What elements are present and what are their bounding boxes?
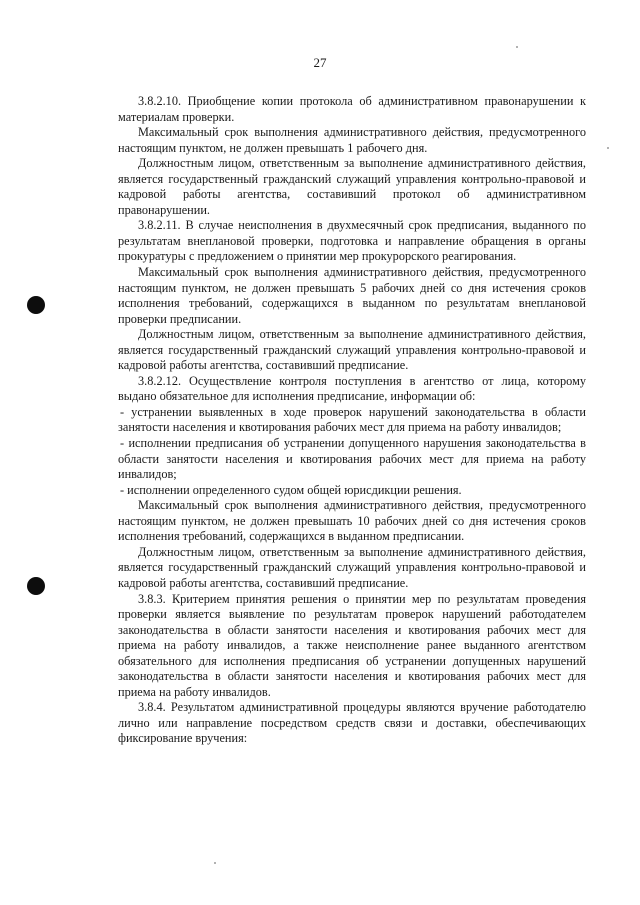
- paragraph-3-8-2-12: 3.8.2.12. Осуществление контроля поступления в агентство от лица, которому выдано обязательное для исполнения предписание, информации об:: [118, 373, 586, 404]
- list-item: - исполнении предписания об устранении допущенного нарушения законодательства в области занятости населения и квотирования рабочих мест для приема на работу инвалидов;: [118, 436, 586, 482]
- scan-speck: [516, 46, 518, 48]
- scan-speck: [214, 862, 216, 864]
- list-item: - исполнении определенного судом общей юрисдикции решения.: [120, 482, 462, 497]
- paragraph-responsible-2: Должностным лицом, ответственным за выполнение административного действия, является государственный гражданский служащий управления контрольно-правовой и кадровой работы агентства, составивший предписание.: [118, 327, 586, 373]
- paragraph-responsible-3: Должностным лицом, ответственным за выполнение административного действия, является государственный гражданский служащий управления контрольно-правовой и кадровой работы агентства, составивший предписание.: [118, 544, 586, 590]
- page-number: 27: [313, 55, 327, 70]
- paragraph-3-8-2-11: 3.8.2.11. В случае неисполнения в двухмесячный срок предписания, выданного по результатам внеплановой проверки, подготовка и направление обращения в органы прокуратуры с предложением о принятии мер прокурорского реагирования.: [118, 218, 586, 264]
- paragraph-deadline-1: Максимальный срок выполнения административного действия, предусмотренного настоящим пунктом, не должен превышать 1 рабочего дня.: [118, 125, 586, 155]
- paragraph-deadline-2: Максимальный срок выполнения административного действия, предусмотренного настоящим пунктом, не должен превышать 5 рабочих дней со дня истечения сроков исполнения требований, содержащихся в выданном по результатам внеплановой проверки предписании.: [118, 265, 586, 326]
- document-body: [118, 94, 586, 747]
- paragraph-3-8-3: 3.8.3. Критерием принятия решения о принятии мер по результатам проведения проверки является выявление по результатам проверок нарушений работодателем законодательства в области занятости населения и квотирования рабочих мест для приема на работу инвалидов, а также неисполнение ранее выданного агентством обязательного для исполнения предписания об устранении допущенных нарушений законодательства в области занятости населения и квотирования рабочих мест для приема на работу инвалидов.: [118, 591, 586, 699]
- list-item: - устранении выявленных в ходе проверок нарушений законодательства в области занятости населения и квотирования рабочих мест для приема на работу инвалидов;: [118, 404, 586, 435]
- binder-hole-icon: [27, 577, 45, 595]
- paragraph-responsible-1: Должностным лицом, ответственным за выполнение административного действия, является государственный гражданский служащий управления контрольно-правовой и кадровой работы агентства, составивший протокол об административном правонарушении.: [118, 156, 586, 217]
- scan-speck: [607, 147, 609, 149]
- paragraph-3-8-2-10: 3.8.2.10. Приобщение копии протокола об административном правонарушении к материалам проверки.: [118, 94, 586, 124]
- paragraph-deadline-3: Максимальный срок выполнения административного действия, предусмотренного настоящим пунктом, не должен превышать 10 рабочих дней со дня истечения сроков исполнения требований, содержащихся в выданном предписании.: [118, 498, 586, 544]
- paragraph-3-8-4: 3.8.4. Результатом административной процедуры являются вручение работодателю лично или направление посредством средств связи и доставки, обеспечивающих фиксирование вручения:: [118, 700, 586, 746]
- binder-hole-icon: [27, 296, 45, 314]
